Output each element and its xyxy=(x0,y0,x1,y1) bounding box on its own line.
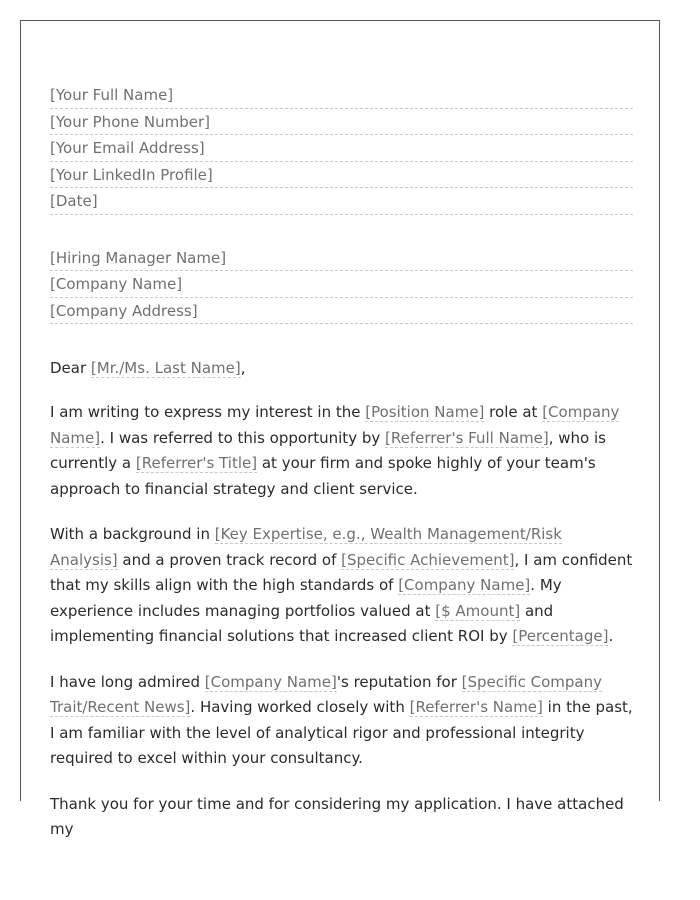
para2-text-2: and a proven track record of xyxy=(117,550,342,569)
paragraph-4 xyxy=(50,792,634,843)
para2-text-3: , I am confident that my skills align with the high standards of xyxy=(50,550,633,594)
amount-field[interactable]: [$ Amount] xyxy=(435,601,521,620)
salutation-name-field[interactable]: [Mr./Ms. Last Name] xyxy=(90,359,241,377)
recipient-block xyxy=(50,246,634,325)
para2-text-1: With a background in xyxy=(50,525,215,543)
para2-text-4: . My experience includes managing portfolios valued at xyxy=(50,576,562,620)
company-name-field[interactable]: [Company Name] xyxy=(204,672,337,691)
sender-block xyxy=(50,83,634,215)
para4-text: Thank you for your time and for considering my application. I have attached my xyxy=(50,794,624,838)
salutation xyxy=(50,356,634,381)
company-name-field[interactable]: [Company Name] xyxy=(50,272,633,298)
company-address-field[interactable]: [Company Address] xyxy=(50,299,633,325)
company-name-field[interactable]: [Company Name] xyxy=(398,576,531,594)
para1-text-4: , who is currently a xyxy=(50,428,606,472)
paragraph-2 xyxy=(50,522,634,650)
para1-text-2: role at xyxy=(484,403,543,421)
referrer-full-name-field[interactable]: [Referrer's Full Name] xyxy=(385,428,549,447)
referrer-title-field[interactable]: [Referrer's Title] xyxy=(135,454,258,472)
hiring-manager-field[interactable]: [Hiring Manager Name] xyxy=(50,246,633,272)
percentage-field[interactable]: [Percentage] xyxy=(512,627,609,645)
sender-email-field[interactable]: [Your Email Address] xyxy=(50,136,633,162)
paragraph-1 xyxy=(50,400,634,502)
spacer xyxy=(50,216,634,246)
para3-text-4: in the past, I am familiar with the level of analytical rigor and professional integrity required to excel within your consultancy. xyxy=(50,698,633,767)
para1-text-3: . I was referred to this opportunity by xyxy=(100,428,385,447)
company-name-field[interactable]: [Company Name] xyxy=(50,403,620,447)
specific-achievement-field[interactable]: [Specific Achievement] xyxy=(341,550,515,569)
letter-page xyxy=(20,20,660,838)
key-expertise-field[interactable]: [Key Expertise, e.g., Wealth Management/Risk Analysis] xyxy=(50,525,562,569)
salutation-punct: , xyxy=(240,359,246,377)
para2-text-5: and implementing financial solutions that increased client ROI by xyxy=(50,601,554,645)
company-trait-field[interactable]: [Specific Company Trait/Recent News] xyxy=(50,672,603,716)
para2-text-6: . xyxy=(608,627,614,645)
sender-full-name-field[interactable]: [Your Full Name] xyxy=(50,83,633,109)
para3-text-1: I have long admired xyxy=(50,672,205,691)
position-name-field[interactable]: [Position Name] xyxy=(365,403,485,421)
referrer-name-field[interactable]: [Referrer's Name] xyxy=(409,698,543,716)
para1-text-1: I am writing to express my interest in the xyxy=(50,403,366,421)
date-field[interactable]: [Date] xyxy=(50,189,633,215)
para1-text-5: at your firm and spoke highly of your team's approach to financial strategy and client service. xyxy=(50,454,596,498)
paragraph-3 xyxy=(50,670,634,772)
para3-text-2: 's reputation for xyxy=(336,672,462,691)
para3-text-3: . Having worked closely with xyxy=(190,698,410,716)
salutation-greeting: Dear xyxy=(50,359,91,377)
sender-linkedin-field[interactable]: [Your LinkedIn Profile] xyxy=(50,163,633,189)
letter-content xyxy=(50,83,634,863)
sender-phone-field[interactable]: [Your Phone Number] xyxy=(50,110,633,136)
